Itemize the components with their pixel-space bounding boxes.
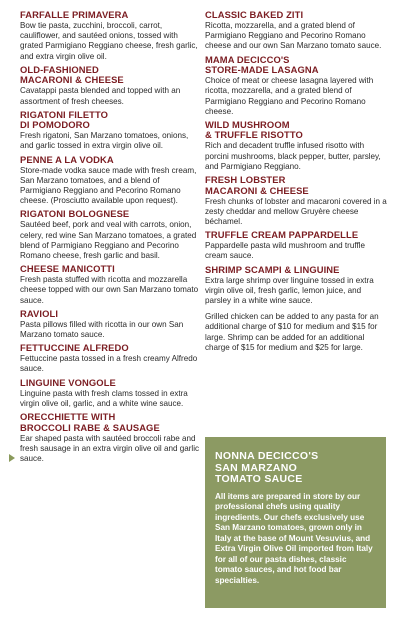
menu-item [205,230,387,261]
menu-item [20,155,200,207]
menu-item [20,65,200,107]
item-description: Fresh pasta stuffed with ricotta and mozzarella cheese topped with our own San Marzano tomato sauce. [20,275,199,305]
item-title: OLD-FASHIONED MACARONI & CHEESE [20,63,124,86]
item-title: CLASSIC BAKED ZITI [205,9,304,20]
box-title: NONNA DECICCO'S SAN MARZANO TOMATO SAUCE [215,450,319,485]
menu-item [20,264,200,306]
triangle-marker-icon [9,454,15,462]
item-description: Cavatappi pasta blended and topped with an assortment of fresh cheeses. [20,86,181,106]
item-description: Fettuccine pasta tossed in a fresh creamy Alfredo sauce. [20,354,198,374]
item-title: ORECCHIETTE WITH BROCCOLI RABE & SAUSAGE [20,411,160,433]
item-title: RIGATONI FILETTO DI POMODORO [20,108,109,131]
item-title: CHEESE MANICOTTI [20,263,115,275]
sauce-info-box [205,437,386,608]
menu-item [20,10,200,62]
item-description: Ear shaped pasta with sautéed broccoli rabe and fresh sausage in an extra virgin olive oil and garlic sauce. [20,433,200,463]
item-title: RIGATONI BOLOGNESE [20,208,130,220]
item-title: SHRIMP SCAMPI & LINGUINE [205,263,340,275]
right-menu-column [205,10,387,353]
menu-item [20,378,200,409]
item-description: Extra large shrimp over linguine tossed in extra virgin olive oil, fresh garlic, lemon juice, and parsley in a white wine sauce. [205,275,374,305]
item-title: FARFALLE PRIMAVERA [20,9,129,20]
item-description: Sautéed beef, pork and veal with carrots, onion, celery, red wine San Marzano tomatoes, a grated blend of Parmigiano Reggiano and Pecorino Romano cheese, fresh garlic and basil. [20,220,197,261]
menu-item [20,110,200,152]
menu-item [205,265,387,307]
item-title: RAVIOLI [20,307,59,319]
item-description: Choice of meat or cheese lasagna layered with ricotta, mozzarella, and a grated blend of Parmigiano Reggiano and Pecorino Romano cheese. [205,76,374,116]
menu-item [205,55,387,117]
item-description: Ricotta, mozzarella, and a grated blend of Parmigiano Reggiano and Pecorino Romano cheese and our own San Marzano tomato sauce. [205,21,382,51]
item-description: Store-made vodka sauce made with fresh cream, San Marzano tomatoes, and a blend of Parmigiano Reggiano and Pecorino Romano cheese. (Prosciutto available upon request). [20,165,197,206]
item-description: Rich and decadent truffle infused risotto with porcini mushrooms, black pepper, butter, parsley, and Parmigiano Reggiano. [205,141,381,171]
item-description: Linguine pasta with fresh clams tossed in extra virgin olive oil, garlic, and a white wine sauce. [20,388,188,408]
item-title: FETTUCCINE ALFREDO [20,342,129,354]
item-description: Pasta pillows filled with ricotta in our own San Marzano tomato sauce. [20,319,184,340]
menu-item [20,309,200,340]
menu-item [205,175,387,227]
item-description: Bow tie pasta, zucchini, broccoli, carrot, cauliflower, and sautéed onions, tossed with grated Parmigiano Reggiano cheese, fresh garlic, and extra virgin olive oil. [20,21,198,61]
item-title: TRUFFLE CREAM PAPPARDELLE [205,229,359,241]
left-menu-column [20,10,200,467]
menu-item [20,412,200,464]
item-title: LINGUINE VONGOLE [20,376,116,388]
add-protein-note: Grilled chicken can be added to any pasta for an additional charge of $10 for medium and $15 for large. Shrimp can be added for an additional charge of $15 for medium and $25 for large. [205,312,379,352]
item-title: WILD MUSHROOM & TRUFFLE RISOTTO [205,118,303,141]
item-description: Fresh rigatoni, San Marzano tomatoes, onions, and garlic tossed in extra virgin olive oil. [20,131,189,151]
menu-item [20,209,200,261]
menu-item [205,120,387,172]
item-description: Fresh chunks of lobster and macaroni covered in a zesty cheddar and mellow Gruyère cheese béchamel. [205,196,387,226]
menu-item [205,10,387,52]
item-description: Pappardelle pasta wild mushroom and truffle cream sauce. [205,241,366,261]
box-text: All items are prepared in store by our professional chefs using quality ingredients. Our chefs exclusively use San Marzano tomatoes, grown only in Italy at the base of Mount Vesuvius, and Extra Virgin Olive Oil imported from Italy for all of our pasta dishes, classic tomato sauces, and hot food bar specialties. [215,491,373,585]
item-title: FRESH LOBSTER MACARONI & CHEESE [205,174,309,196]
menu-item [20,343,200,374]
item-title: PENNE A LA VODKA [20,153,114,165]
item-title: MAMA DECICCO'S STORE-MADE LASAGNA [205,53,319,76]
